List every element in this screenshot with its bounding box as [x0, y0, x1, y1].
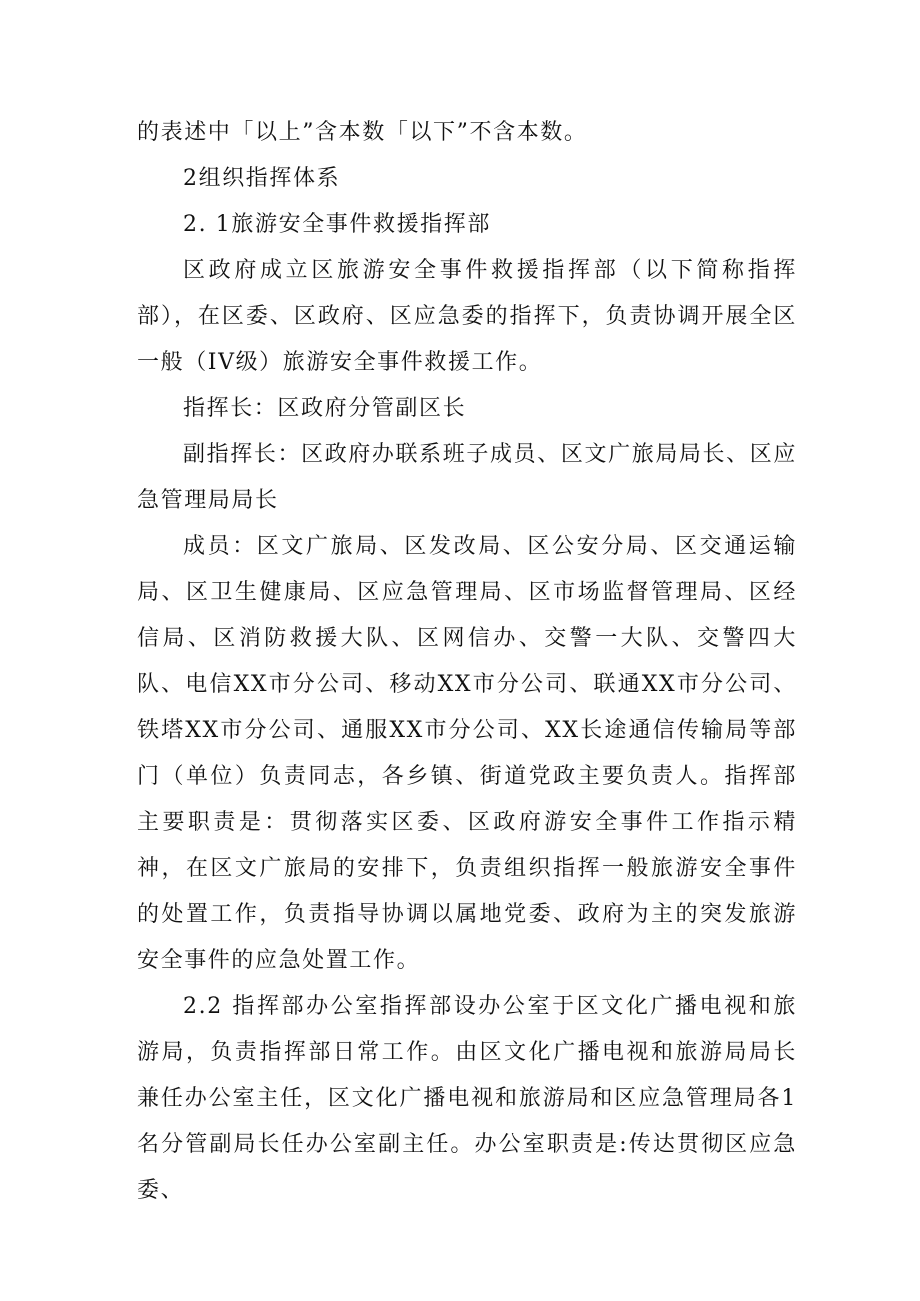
paragraph-deputy-commander: 副指挥长：区政府办联系班子成员、区文广旅局局长、区应急管理局局长: [137, 442, 797, 513]
paragraph-commander: 指挥长：区政府分管副区长: [183, 396, 467, 421]
subsection-heading-2-1: 2. 1旅游安全事件救援指挥部: [183, 212, 491, 237]
document-body: [137, 110, 797, 1214]
paragraph-command-center: 区政府成立区旅游安全事件救援指挥部（以下简称指挥部），在区委、区政府、区应急委的指挥下，负责协调开展全区一般（IV级）旅游安全事件救援工作。: [137, 258, 797, 375]
paragraph-office-2-2: 2.2 指挥部办公室指挥部设办公室于区文化广播电视和旅游局，负责指挥部日常工作。由区文化广播电视和旅游局局长兼任办公室主任，区文化广播电视和旅游局和区应急管理局各1名分管副局长任办公室副主任。办公室职责是:传达贯彻区应急委、: [137, 994, 797, 1203]
paragraph-members: 成员：区文广旅局、区发改局、区公安分局、区交通运输局、区卫生健康局、区应急管理局、区市场监督管理局、区经信局、区消防救援大队、区网信办、交警一大队、交警四大队、电信XX市分公司、移动XX市分公司、联通XX市分公司、铁塔XX市分公司、通服XX市分公司、XX长途通信传输局等部门（单位）负责同志，各乡镇、街道党政主要负责人。指挥部主要职责是：贯彻落实区委、区政府游安全事件工作指示精神，在区文广旅局的安排下，负责组织指挥一般旅游安全事件的处置工作，负责指导协调以属地党委、政府为主的突发旅游安全事件的应急处置工作。: [137, 534, 797, 973]
paragraph-continuation: 的表述中「以上”含本数「以下”不含本数。: [137, 120, 588, 145]
section-heading-2: 2组织指挥体系: [183, 166, 341, 191]
